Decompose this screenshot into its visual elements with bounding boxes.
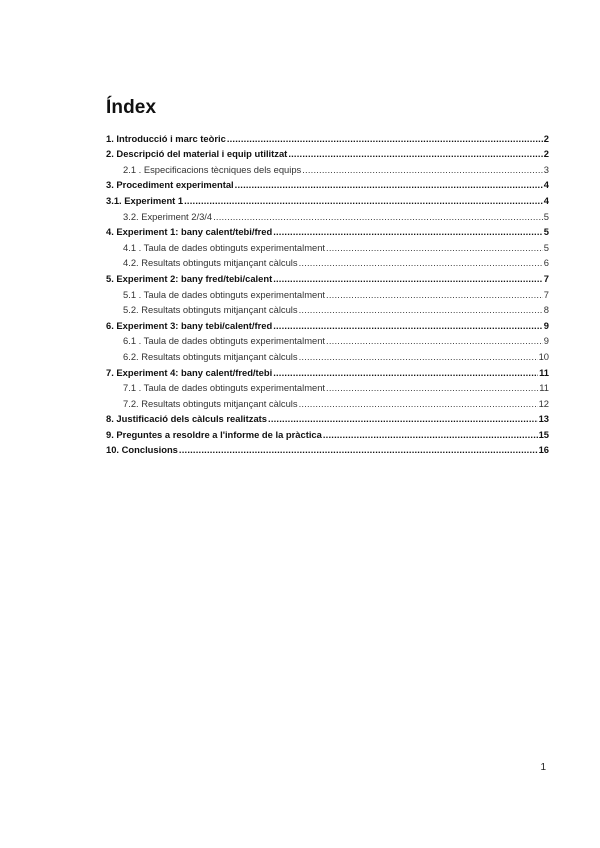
- toc-entry[interactable]: [106, 440, 549, 456]
- toc-dot-leader: [273, 273, 543, 284]
- toc-entry-page-number[interactable]: 13: [538, 413, 549, 425]
- toc-entry[interactable]: [106, 206, 549, 222]
- toc-entry[interactable]: [106, 300, 549, 316]
- toc-dot-leader: [323, 429, 538, 440]
- toc-entry[interactable]: [106, 128, 549, 144]
- toc-dot-leader: [235, 179, 543, 190]
- toc-entry[interactable]: [106, 409, 549, 425]
- toc-entry-label[interactable]: 3. Procediment experimental: [106, 179, 234, 191]
- toc-entry-label[interactable]: 7. Experiment 4: bany calent/fred/tebi: [106, 366, 273, 378]
- toc-entry-label[interactable]: 2.1 . Especificacions tècniques dels equips: [123, 163, 302, 175]
- toc-dot-leader: [326, 335, 543, 346]
- toc-dot-leader: [273, 226, 543, 237]
- toc-entry-label[interactable]: 5. Experiment 2: bany fred/tebi/calent: [106, 272, 273, 284]
- toc-entry-page-number[interactable]: 2: [543, 132, 549, 144]
- toc-entry-label[interactable]: 2. Descripció del material i equip utilitzat: [106, 148, 288, 160]
- toc-entry-page-number[interactable]: 5: [543, 241, 549, 253]
- toc-entry[interactable]: [106, 315, 549, 331]
- toc-dot-leader: [326, 382, 538, 393]
- toc-entry[interactable]: [106, 268, 549, 284]
- toc-entry-page-number[interactable]: 10: [538, 350, 549, 362]
- toc-dot-leader: [273, 367, 538, 378]
- page-title: Índex: [106, 97, 157, 118]
- toc-dot-leader: [299, 257, 543, 268]
- toc-entry-label[interactable]: 4.2. Resultats obtinguts mitjançant càlculs: [123, 257, 298, 269]
- toc-entry-label[interactable]: 4.1 . Taula de dades obtinguts experimentalment: [123, 241, 326, 253]
- toc-entry-page-number[interactable]: 3: [543, 163, 549, 175]
- toc-dot-leader: [299, 398, 538, 409]
- toc-entry-page-number[interactable]: 12: [538, 397, 549, 409]
- toc-entry-label[interactable]: 8. Justificació dels càlculs realitzats: [106, 413, 268, 425]
- toc-entry[interactable]: [106, 362, 549, 378]
- toc-dot-leader: [227, 133, 543, 144]
- toc-entry-page-number[interactable]: 2: [543, 148, 549, 160]
- toc-entry-label[interactable]: 10. Conclusions: [106, 444, 178, 456]
- toc-entry-label[interactable]: 3.1. Experiment 1: [106, 194, 184, 206]
- toc-entry-page-number[interactable]: 15: [538, 428, 549, 440]
- toc-entry-page-number[interactable]: 9: [543, 335, 549, 347]
- toc-entry-label[interactable]: 7.1 . Taula de dades obtinguts experimentalment: [123, 382, 326, 394]
- toc-entry-label[interactable]: 6.2. Resultats obtinguts mitjançant càlculs: [123, 350, 298, 362]
- toc-dot-leader: [268, 413, 538, 424]
- toc-entry-page-number[interactable]: 8: [543, 304, 549, 316]
- toc-dot-leader: [302, 164, 543, 175]
- toc-dot-leader: [326, 289, 543, 300]
- toc-entry-label[interactable]: 4. Experiment 1: bany calent/tebi/fred: [106, 226, 273, 238]
- toc-entry-page-number[interactable]: 7: [543, 272, 549, 284]
- toc-entry[interactable]: [106, 378, 549, 394]
- toc-entry-label[interactable]: 9. Preguntes a resoldre a l'informe de la pràctica: [106, 428, 322, 440]
- toc-entry[interactable]: [106, 159, 549, 175]
- toc-entry-label[interactable]: 7.2. Resultats obtinguts mitjançant càlculs: [123, 397, 298, 409]
- toc-dot-leader: [299, 304, 543, 315]
- toc-entry-label[interactable]: 5.2. Resultats obtinguts mitjançant càlculs: [123, 304, 298, 316]
- toc-entry[interactable]: [106, 175, 549, 191]
- toc-entry[interactable]: [106, 237, 549, 253]
- toc-entry[interactable]: [106, 190, 549, 206]
- toc-dot-leader: [273, 320, 543, 331]
- toc-entry-page-number[interactable]: 11: [539, 382, 549, 394]
- toc-entry-page-number[interactable]: 11: [539, 366, 549, 378]
- toc-entry-page-number[interactable]: 6: [543, 257, 549, 269]
- toc-entry-page-number[interactable]: 9: [543, 319, 549, 331]
- toc-entry[interactable]: [106, 393, 549, 409]
- toc-entry[interactable]: [106, 424, 549, 440]
- toc-dot-leader: [179, 444, 538, 455]
- toc-dot-leader: [213, 211, 543, 222]
- toc-dot-leader: [288, 148, 542, 159]
- toc-dot-leader: [326, 242, 543, 253]
- toc-entry[interactable]: [106, 284, 549, 300]
- toc-entry-page-number[interactable]: 7: [543, 288, 549, 300]
- toc-entry[interactable]: [106, 144, 549, 160]
- toc-entry-page-number[interactable]: 4: [543, 179, 549, 191]
- toc-entry-label[interactable]: 6. Experiment 3: bany tebi/calent/fred: [106, 319, 273, 331]
- page-number: 1: [540, 762, 546, 773]
- toc-dot-leader: [299, 351, 538, 362]
- toc-entry-label[interactable]: 3.2. Experiment 2/3/4: [123, 210, 213, 222]
- toc-entry[interactable]: [106, 222, 549, 238]
- toc-entry-page-number[interactable]: 5: [543, 210, 549, 222]
- table-of-contents: [106, 128, 549, 455]
- toc-entry[interactable]: [106, 331, 549, 347]
- toc-entry-page-number[interactable]: 5: [543, 226, 549, 238]
- toc-entry-label[interactable]: 6.1 . Taula de dades obtinguts experimentalment: [123, 335, 326, 347]
- toc-entry[interactable]: [106, 253, 549, 269]
- toc-entry-label[interactable]: 5.1 . Taula de dades obtinguts experimentalment: [123, 288, 326, 300]
- toc-entry[interactable]: [106, 346, 549, 362]
- toc-entry-page-number[interactable]: 4: [543, 194, 549, 206]
- toc-entry-label[interactable]: 1. Introducció i marc teòric: [106, 132, 226, 144]
- toc-entry-page-number[interactable]: 16: [538, 444, 549, 456]
- toc-dot-leader: [184, 195, 543, 206]
